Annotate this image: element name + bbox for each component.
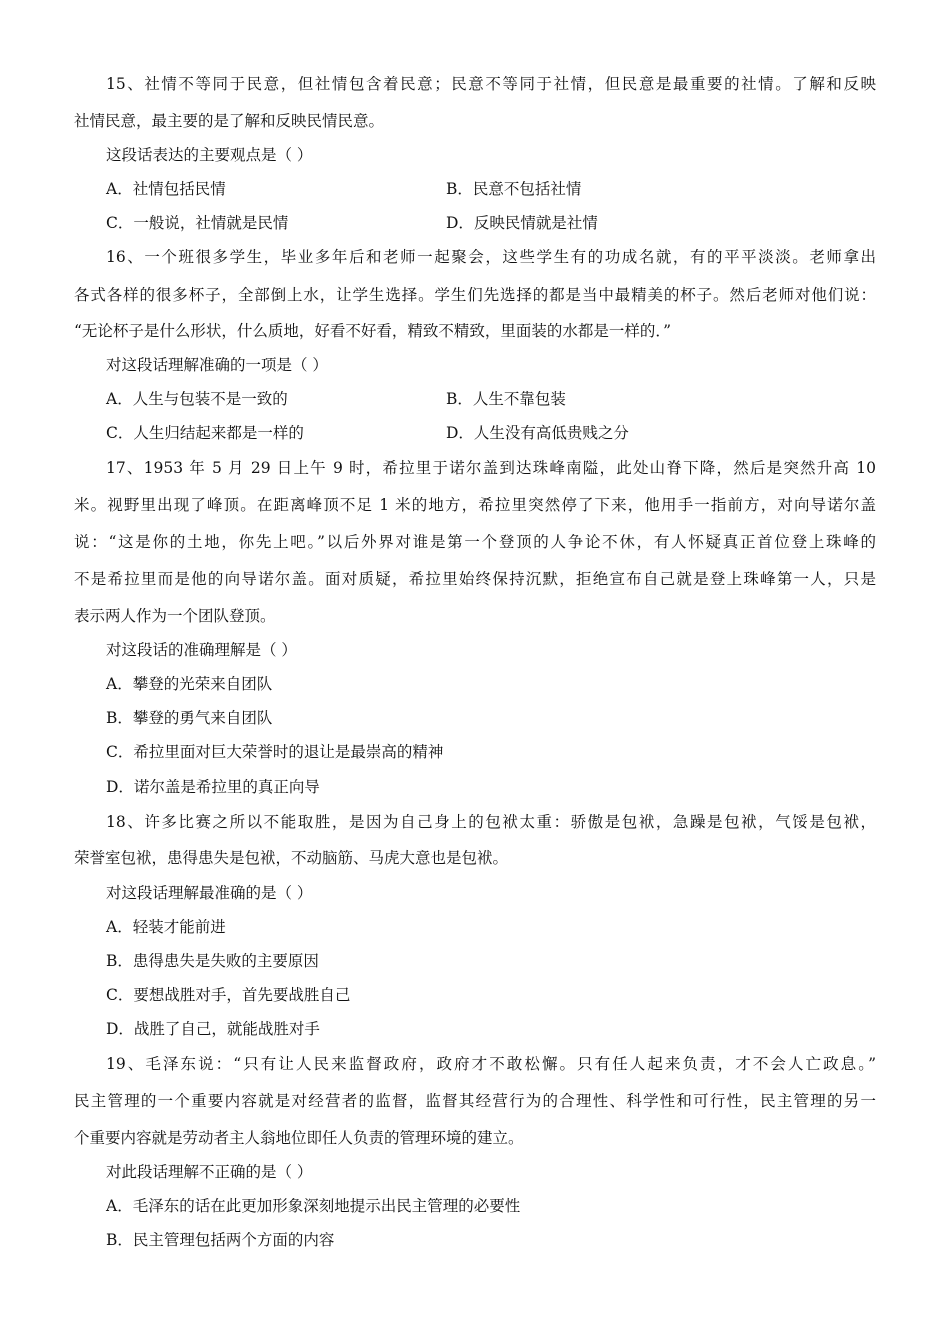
q19-option-b: B．民主管理包括两个方面的内容: [106, 1231, 335, 1249]
q15-option-c: C．一般说，社情就是民情: [106, 214, 289, 232]
q17-stem-line-3: 说：“这是你的土地，你先上吧。”以后外界对谁是第一个登顶的人争论不休，有人怀疑真正首位登上珠峰的: [74, 533, 876, 551]
q18-prompt: 对这段话理解最准确的是（ ）: [106, 884, 313, 902]
q18-option-a: A．轻装才能前进: [106, 918, 226, 936]
q19-stem-line-3: 个重要内容就是劳动者主人翁地位即任人负责的管理环境的建立。: [74, 1129, 524, 1147]
q17-option-d: D．诺尔盖是希拉里的真正向导: [106, 778, 320, 796]
q19-stem-line-2: 民主管理的一个重要内容就是对经营者的监督，监督其经营行为的合理性、科学性和可行性，民主管理的另一: [74, 1092, 876, 1110]
q16-option-d: D．人生没有高低贵贱之分: [446, 424, 629, 442]
q17-option-b: B．攀登的勇气来自团队: [106, 709, 273, 727]
q18-stem-line-1: 18、许多比赛之所以不能取胜，是因为自己身上的包袱太重：骄傲是包袱，急躁是包袱，气馁是包袱，: [106, 813, 876, 831]
q16-prompt: 对这段话理解准确的一项是（ ）: [106, 356, 328, 374]
q17-option-c: C．希拉里面对巨大荣誉时的退让是最崇高的精神: [106, 743, 444, 761]
q18-option-b: B．患得患失是失败的主要原因: [106, 952, 319, 970]
q16-stem-line-1: 16、一个班很多学生，毕业多年后和老师一起聚会，这些学生有的功成名就，有的平平淡淡。老师拿出: [106, 248, 876, 266]
q16-stem-line-3: “无论杯子是什么形状，什么质地，好看不好看，精致不精致，里面装的水都是一样的．”: [74, 322, 672, 340]
q19-stem-line-1: 19、毛泽东说：“只有让人民来监督政府，政府才不敢松懈。只有任人起来负责，才不会人亡政息。”: [106, 1055, 876, 1073]
q17-stem-line-4: 不是希拉里而是他的向导诺尔盖。面对质疑，希拉里始终保持沉默，拒绝宣布自己就是登上珠峰第一人，只是: [74, 570, 876, 588]
q15-option-a: A．社情包括民情: [106, 180, 226, 198]
q18-option-d: D．战胜了自己，就能战胜对手: [106, 1020, 320, 1038]
q18-stem-line-2: 荣誉室包袱，患得患失是包袱，不动脑筋、马虎大意也是包袱。: [74, 849, 509, 867]
q15-stem-line-2: 社情民意，最主要的是了解和反映民情民意。: [74, 112, 385, 130]
q15-option-d: D．反映民情就是社情: [446, 214, 598, 232]
q15-prompt: 这段话表达的主要观点是（ ）: [106, 146, 313, 164]
q16-option-c: C．人生归结起来都是一样的: [106, 424, 304, 442]
q17-stem-line-2: 米。视野里出现了峰顶。在距离峰顶不足 1 米的地方，希拉里突然停了下来，他用手一指前方，对向导诺尔盖: [74, 496, 876, 514]
q19-option-a: A．毛泽东的话在此更加形象深刻地提示出民主管理的必要性: [106, 1197, 521, 1215]
q18-option-c: C．要想战胜对手，首先要战胜自己: [106, 986, 351, 1004]
q16-option-a: A．人生与包装不是一致的: [106, 390, 288, 408]
q17-stem-line-5: 表示两人作为一个团队登顶。: [74, 607, 276, 625]
q15-stem-line-1: 15、社情不等同于民意，但社情包含着民意；民意不等同于社情，但民意是最重要的社情。了解和反映: [106, 75, 876, 93]
q17-option-a: A．攀登的光荣来自团队: [106, 675, 273, 693]
q16-stem-line-2: 各式各样的很多杯子，全部倒上水，让学生选择。学生们先选择的都是当中最精美的杯子。然后老师对他们说：: [74, 286, 876, 304]
q17-prompt: 对这段话的准确理解是（ ）: [106, 641, 297, 659]
q15-option-b: B．民意不包括社情: [446, 180, 582, 198]
q17-stem-line-1: 17、1953 年 5 月 29 日上午 9 时，希拉里于诺尔盖到达珠峰南隘，此处山脊下降，然后是突然升高 10: [106, 459, 876, 477]
q16-option-b: B．人生不靠包装: [446, 390, 566, 408]
q19-prompt: 对此段话理解不正确的是（ ）: [106, 1163, 313, 1181]
